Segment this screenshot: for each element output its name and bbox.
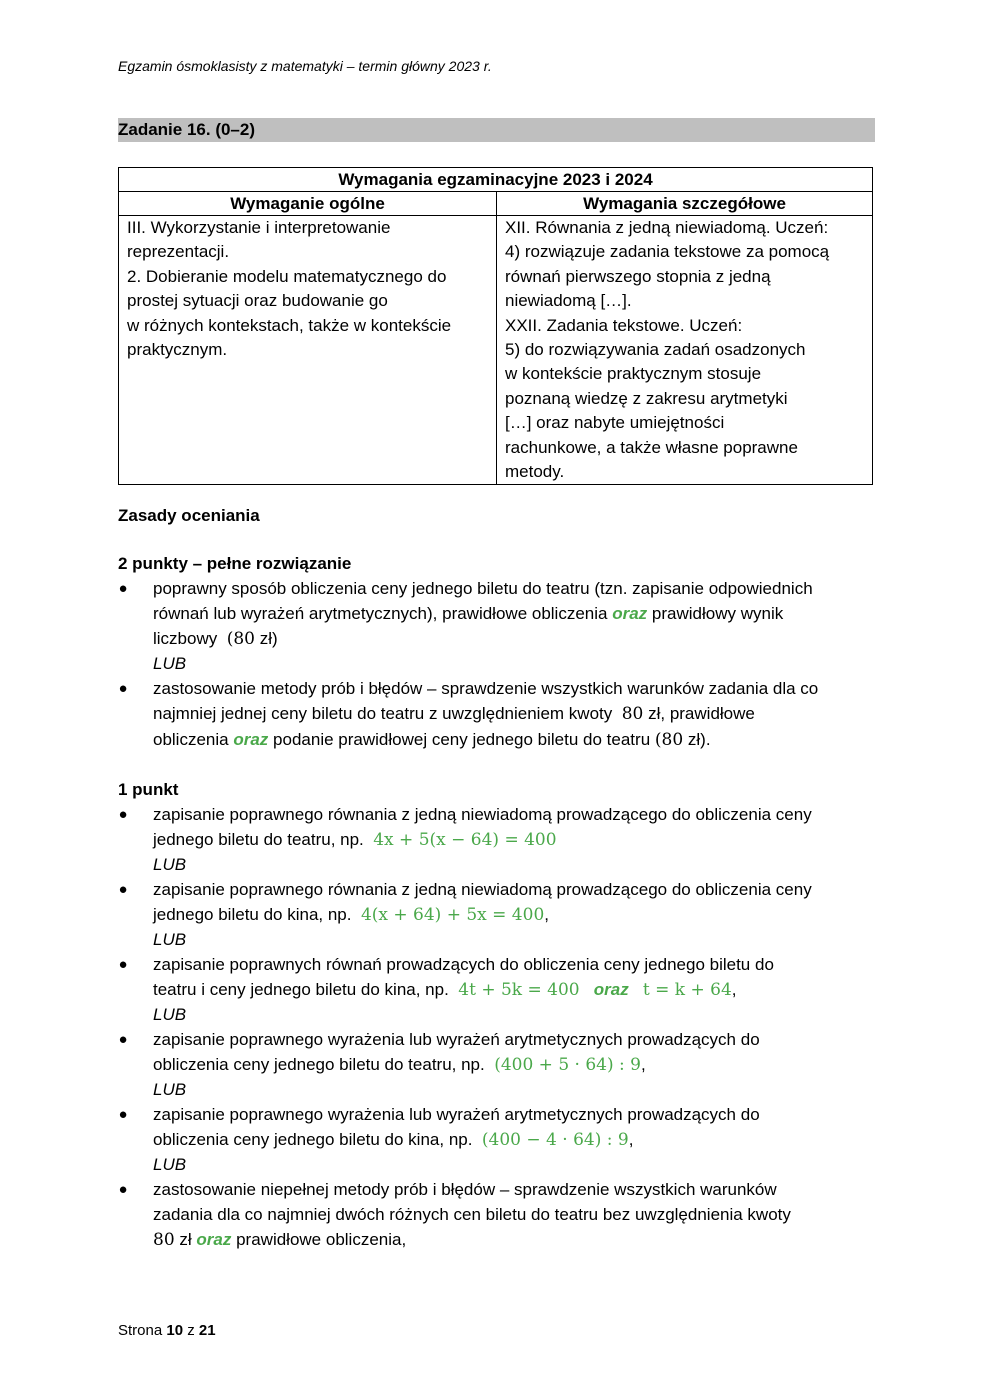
text-fragment: obliczenia <box>153 730 229 749</box>
text-line: XXII. Zadania tekstowe. Uczeń: <box>505 315 743 335</box>
text-line <box>153 727 888 753</box>
footer-separator: z <box>187 1322 195 1339</box>
text-line: zapisanie poprawnego wyrażenia lub wyrażeń arytmetycznych prowadzących do <box>153 1030 760 1049</box>
text-line: praktycznym. <box>127 340 228 360</box>
bullet-icon: ● <box>118 806 128 823</box>
text-line: […] oraz nabyte umiejętności <box>505 413 725 433</box>
text-fragment: obliczenia ceny jednego biletu do kina, np. <box>153 1130 473 1149</box>
text-fragment: zł). <box>687 730 711 749</box>
text-line: metody. <box>505 462 565 482</box>
list-item <box>118 676 888 753</box>
section-2-points <box>118 552 888 753</box>
text-line: zapisanie poprawnego wyrażenia lub wyrażeń arytmetycznych prowadzących do <box>153 1105 760 1124</box>
text-fragment: prawidłowe obliczenia, <box>236 1230 407 1249</box>
number: 80 <box>153 1230 175 1250</box>
text-line: XII. Równania z jedną niewiadomą. Uczeń: <box>505 218 829 237</box>
text-line: zastosowanie metody prób i błędów – sprawdzenie wszystkich warunków zadania dla co <box>153 679 819 698</box>
lub-label: LUB <box>153 1155 187 1174</box>
list-item <box>118 802 888 853</box>
requirements-table <box>118 167 873 485</box>
document-header: Egzamin ósmoklasisty z matematyki – termin główny 2023 r. <box>118 58 492 74</box>
text-fragment: najmniej jednej ceny biletu do teatru z uwzględnieniem kwoty <box>153 704 613 723</box>
rules-title: Zasady oceniania <box>118 506 260 525</box>
table-caption-row <box>119 168 873 192</box>
text-line <box>153 701 888 727</box>
bullet-icon: ● <box>118 1181 128 1198</box>
text-line: III. Wykorzystanie i interpretowanie <box>127 218 391 237</box>
text-line: 5) do rozwiązywania zadań osadzonych <box>505 340 806 360</box>
bullet-icon: ● <box>118 1031 128 1048</box>
lub-label: LUB <box>153 654 187 673</box>
text-fragment: teatru i ceny jednego biletu do kina, np. <box>153 980 449 999</box>
section-title: 2 punkty – pełne rozwiązanie <box>118 554 352 573</box>
task-title-bar <box>118 118 875 142</box>
lub-label: LUB <box>153 855 187 874</box>
text-fragment: , <box>640 1055 646 1074</box>
page-total: 21 <box>198 1322 216 1339</box>
bullet-icon: ● <box>118 580 128 597</box>
lub-label: LUB <box>153 1005 187 1024</box>
text-fragment: liczbowy <box>153 629 218 648</box>
math-expression: 4t + 5k = 400 <box>458 980 580 1000</box>
text-line: reprezentacji. <box>127 242 230 262</box>
text-line: prostej sytuacji oraz budowanie go <box>127 291 388 311</box>
number: 80 <box>621 704 644 724</box>
section-title: 1 punkt <box>118 780 179 799</box>
bullet-icon: ● <box>118 881 128 898</box>
text-line: poprawny sposób obliczenia ceny jednego biletu do teatru (tzn. zapisanie odpowiednich <box>153 579 813 598</box>
math-expression: (400 + 5 · 64) : 9 <box>494 1055 641 1075</box>
math-expression: (400 − 4 · 64) : 9 <box>481 1130 629 1150</box>
text-line: poznaną wiedzę z zakresu arytmetyki <box>505 388 788 408</box>
text-line <box>153 1052 888 1078</box>
table-header-row <box>119 192 873 216</box>
task-title: Zadanie 16. (0–2) <box>118 120 256 139</box>
bullet-icon: ● <box>118 956 128 973</box>
bullet-icon: ● <box>118 1106 128 1123</box>
text-fragment: zł, prawidłowe <box>648 704 755 723</box>
list-item <box>118 877 888 928</box>
text-line: zapisanie poprawnego równania z jedną niewiadomą prowadzącego do obliczenia ceny <box>153 880 812 899</box>
text-fragment: prawidłowy wynik <box>651 604 784 623</box>
math-expression: 4x + 5(x − 64) = 400 <box>373 830 557 850</box>
table-caption: Wymagania egzaminacyjne 2023 i 2024 <box>119 168 873 192</box>
text-fragment: , <box>731 980 737 999</box>
text-line: 4) rozwiązuje zadania tekstowe za pomocą <box>505 242 830 262</box>
list-item <box>118 576 888 652</box>
text-line: w kontekście praktycznym stosuje <box>505 364 762 384</box>
list-item <box>118 1177 888 1253</box>
list-item <box>118 952 888 1003</box>
page-footer <box>118 1322 216 1339</box>
text-line: zapisanie poprawnego równania z jedną niewiadomą prowadzącego do obliczenia ceny <box>153 805 812 824</box>
detailed-requirements-cell <box>497 216 873 485</box>
oraz-keyword: oraz <box>593 980 629 999</box>
footer-prefix: Strona <box>118 1322 163 1339</box>
text-fragment: , <box>544 905 549 924</box>
text-fragment: podanie prawidłowej ceny jednego biletu do teatru <box>273 730 651 749</box>
math-expression: 4(x + 64) + 5x = 400 <box>360 905 545 925</box>
text-fragment: równań lub wyrażeń arytmetycznych), prawidłowe obliczenia <box>153 604 608 623</box>
col-general-header: Wymaganie ogólne <box>119 192 497 216</box>
text-line <box>153 827 888 853</box>
lub-label: LUB <box>153 930 187 949</box>
text-line: równań pierwszego stopnia z jedną <box>505 266 771 286</box>
section-1-point <box>118 778 888 1253</box>
oraz-keyword: oraz <box>233 730 269 749</box>
bullet-icon: ● <box>118 680 128 697</box>
page-number: 10 <box>166 1322 184 1339</box>
text-line <box>153 1127 888 1153</box>
text-line <box>153 626 888 652</box>
text-line: rachunkowe, a także własne poprawne <box>505 437 798 457</box>
text-line: 2. Dobieranie modelu matematycznego do <box>127 266 447 286</box>
text-line: niewiadomą […]. <box>505 291 632 311</box>
text-line <box>153 977 888 1003</box>
text-fragment: zł <box>179 1230 192 1249</box>
col-detailed-header: Wymagania szczegółowe <box>497 192 873 216</box>
text-line: zadania dla co najmniej dwóch różnych cen biletu do teatru bez uwzględnienia kwoty <box>153 1205 791 1224</box>
oraz-keyword: oraz <box>196 1230 232 1249</box>
text-line <box>153 601 888 626</box>
table-row <box>119 216 873 485</box>
text-line <box>153 902 888 928</box>
general-requirements-cell <box>119 216 497 485</box>
text-fragment: jednego biletu do kina, np. <box>153 905 352 924</box>
number: (80 <box>654 730 684 750</box>
text-fragment: obliczenia ceny jednego biletu do teatru, np. <box>153 1055 485 1074</box>
text-line: w różnych kontekstach, także w kontekście <box>127 315 452 335</box>
text-line: zastosowanie niepełnej metody prób i błędów – sprawdzenie wszystkich warunków <box>153 1180 777 1199</box>
lub-label: LUB <box>153 1080 187 1099</box>
text-fragment: jednego biletu do teatru, np. <box>153 830 364 849</box>
math-expression: t = k + 64 <box>642 980 732 1000</box>
text-line: zapisanie poprawnych równań prowadzących do obliczenia ceny jednego biletu do <box>153 955 774 974</box>
list-item <box>118 1027 888 1078</box>
number: (80 <box>226 629 255 649</box>
text-fragment: , <box>628 1130 634 1149</box>
text-line <box>153 1227 888 1253</box>
oraz-keyword: oraz <box>612 604 648 623</box>
text-fragment: zł) <box>259 629 278 648</box>
list-item <box>118 1102 888 1153</box>
